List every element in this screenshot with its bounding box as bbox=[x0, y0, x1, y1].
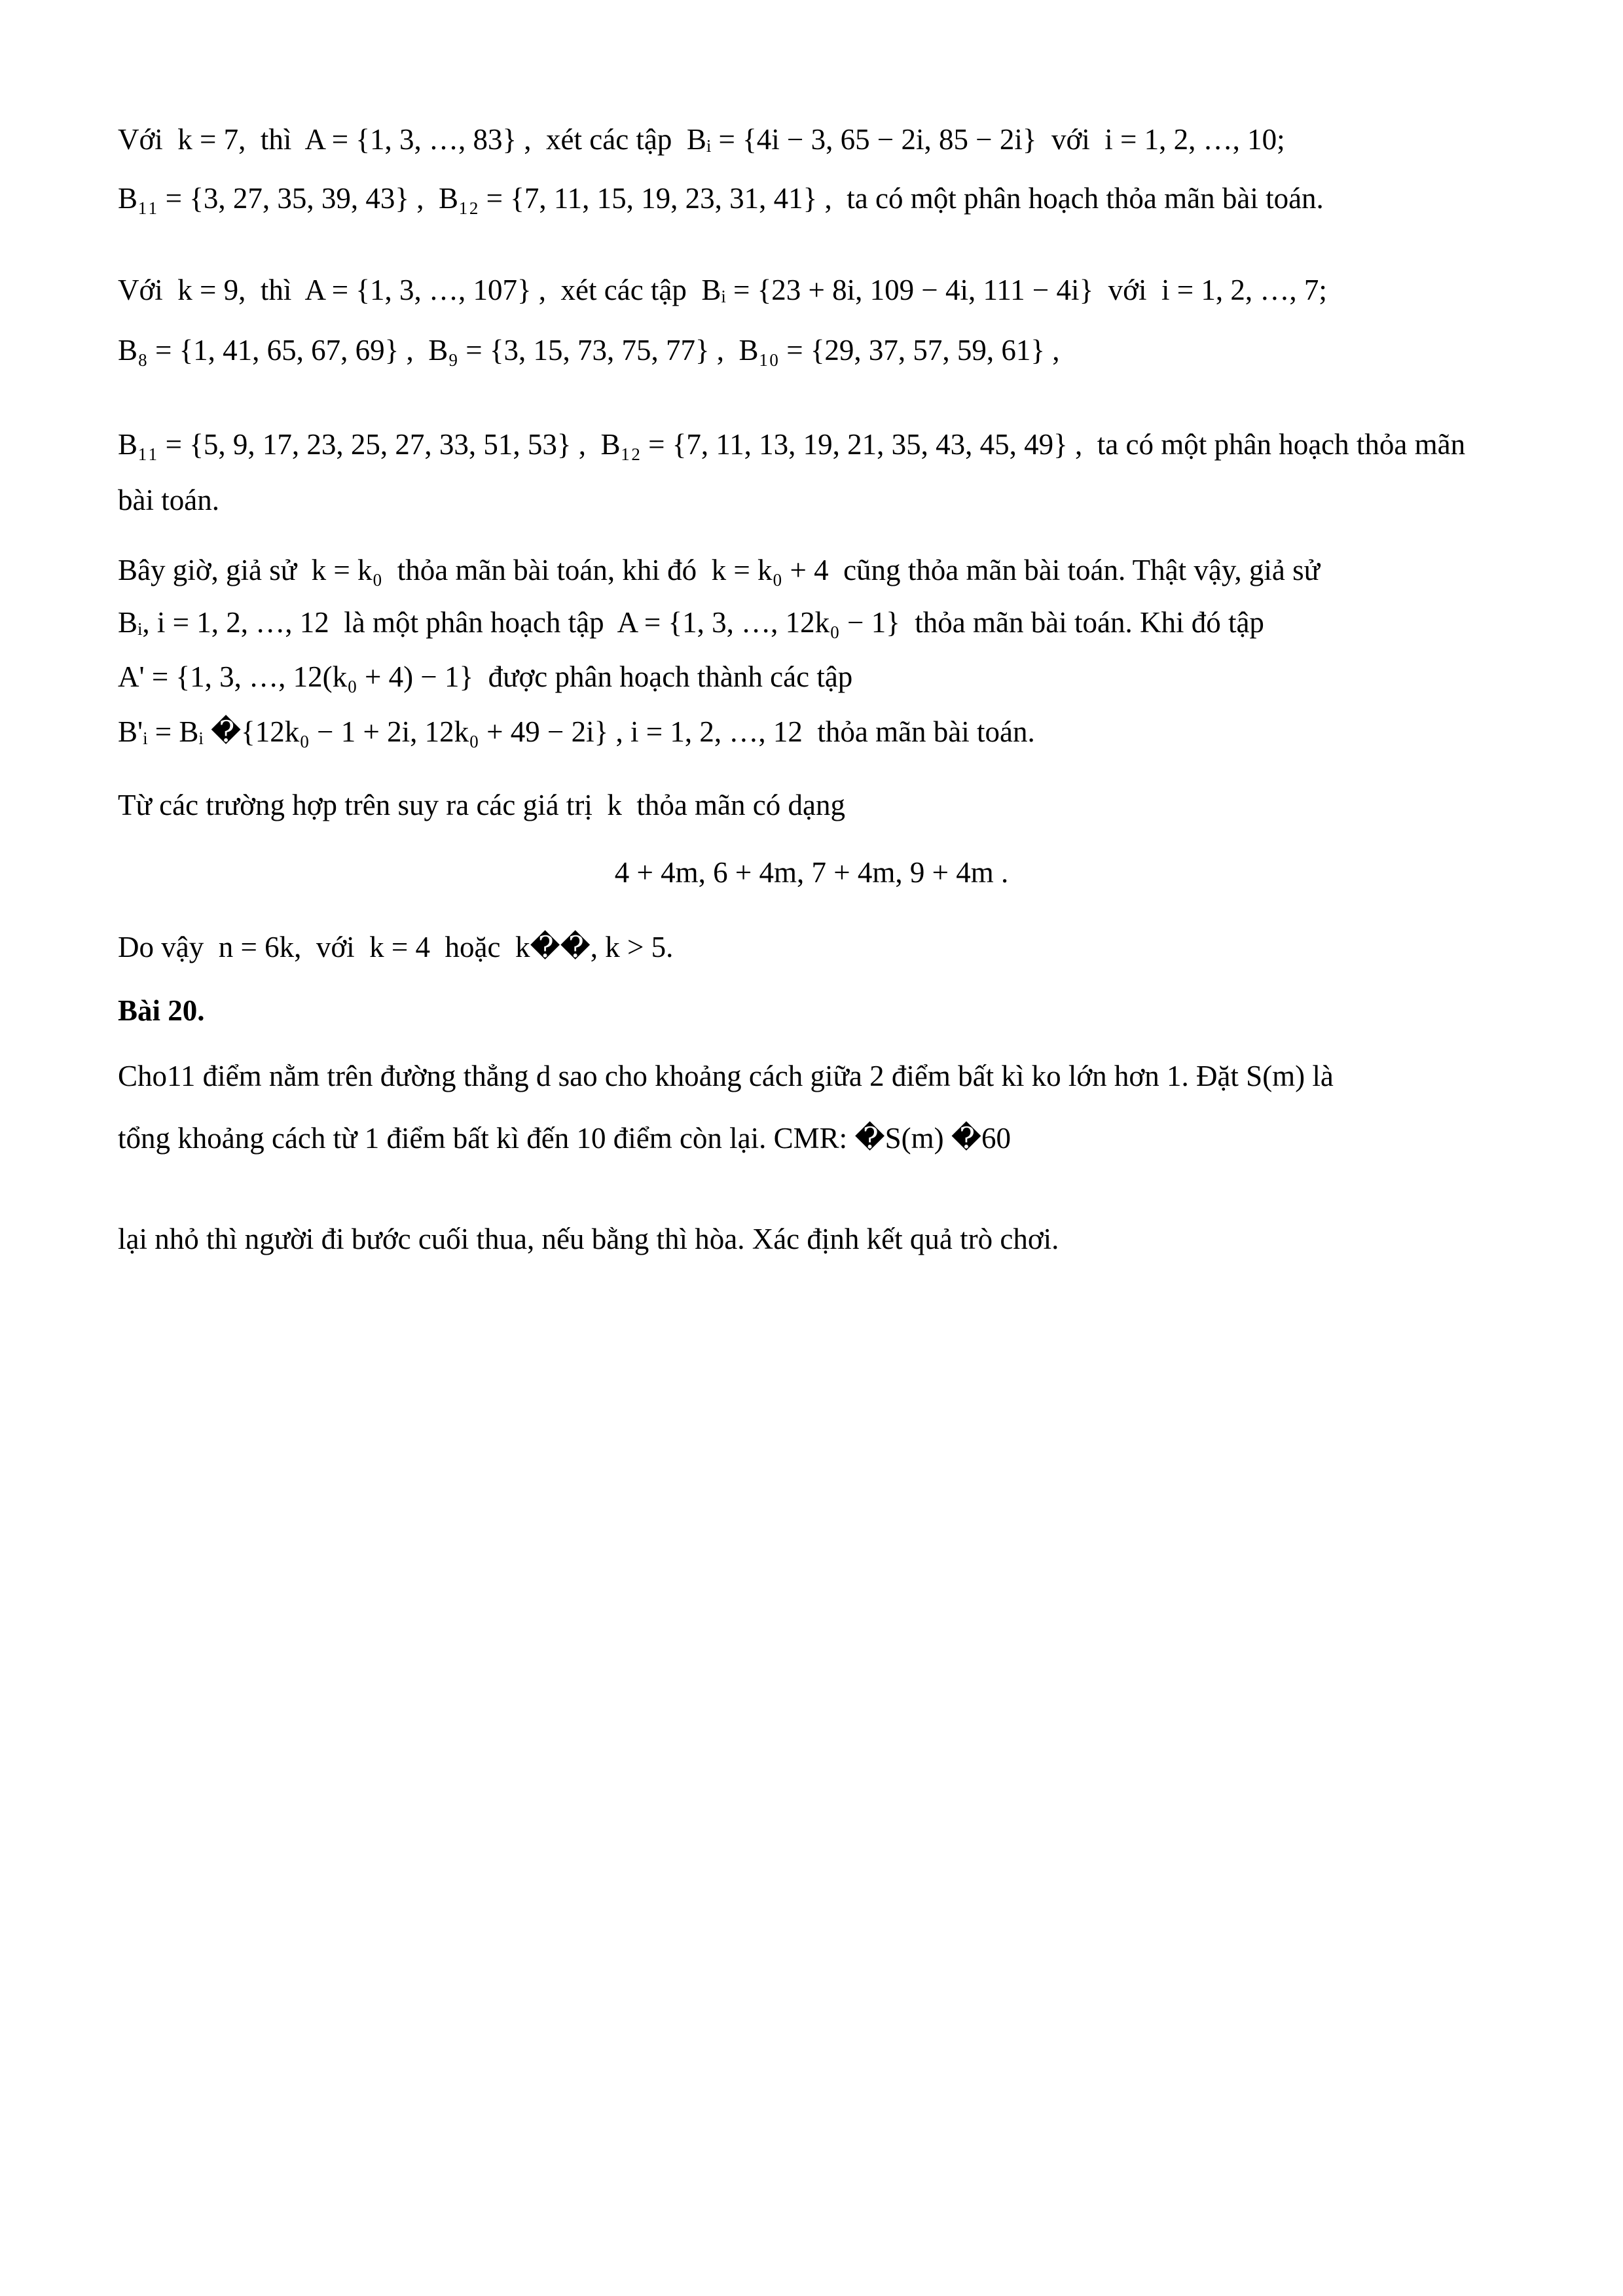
case-k7-partition-line: B₁₁ = {3, 27, 35, 39, 43} , B₁₂ = {7, 11, 15, 19, 23, 31, 41} , ta có một phân hoạch thỏa mãn bài toán. bbox=[118, 182, 1324, 215]
problem-20-statement-line-2: tổng khoảng cách từ 1 điểm bất kì đến 10 điểm còn lại. CMR: �S(m) �60 bbox=[118, 1122, 1011, 1155]
trailing-text-line: lại nhỏ thì người đi bước cuối thua, nếu bằng thì hòa. Xác định kết quả trò chơi. bbox=[118, 1223, 1059, 1255]
induction-step-line-2: Bᵢ, i = 1, 2, …, 12 là một phân hoạch tập A = {1, 3, …, 12k₀ − 1} thỏa mãn bài toán. Khi đó tập bbox=[118, 606, 1264, 639]
problem-20-statement-line-1: Cho11 điểm nằm trên đường thẳng d sao cho khoảng cách giữa 2 điểm bất kì ko lớn hơn 1. Đặt S(m) là bbox=[118, 1060, 1334, 1092]
induction-step-line-3: A' = {1, 3, …, 12(k₀ + 4) − 1} được phân hoạch thành các tập bbox=[118, 660, 853, 693]
case-k9-partition-line-1: B₈ = {1, 41, 65, 67, 69} , B₉ = {3, 15, 73, 75, 77} , B₁₀ = {29, 37, 57, 59, 61} , bbox=[118, 334, 1060, 367]
induction-step-line-4: B'ᵢ = Bᵢ �{12k₀ − 1 + 2i, 12k₀ + 49 − 2i} , i = 1, 2, …, 12 thỏa mãn bài toán. bbox=[118, 715, 1035, 748]
case-k9-sets-line: Với k = 9, thì A = {1, 3, …, 107} , xét các tập Bᵢ = {23 + 8i, 109 − 4i, 111 − 4i} với i = 1, 2, …, 7; bbox=[118, 274, 1327, 306]
case-k9-partition-line-2: B₁₁ = {5, 9, 17, 23, 25, 27, 33, 51, 53} , B₁₂ = {7, 11, 13, 19, 21, 35, 43, 45, 49} , ta có một phân hoạch thỏa mãn bbox=[118, 428, 1466, 461]
case-k7-sets-line: Với k = 7, thì A = {1, 3, …, 83} , xét các tập Bᵢ = {4i − 3, 65 − 2i, 85 − 2i} với i = 1, 2, …, 10; bbox=[118, 123, 1285, 156]
problem-20-heading: Bài 20. bbox=[118, 994, 205, 1027]
induction-step-line-1: Bây giờ, giả sử k = k₀ thỏa mãn bài toán, khi đó k = k₀ + 4 cũng thỏa mãn bài toán. Thật vậy, giả sử bbox=[118, 554, 1321, 586]
case-k9-conclusion: bài toán. bbox=[118, 484, 219, 516]
formula-values-of-k: 4 + 4m, 6 + 4m, 7 + 4m, 9 + 4m . bbox=[614, 856, 1009, 889]
summary-line: Từ các trường hợp trên suy ra các giá trị k thỏa mãn có dạng bbox=[118, 789, 845, 821]
conclusion-line: Do vậy n = 6k, với k = 4 hoặc k��, k > 5. bbox=[118, 931, 674, 963]
